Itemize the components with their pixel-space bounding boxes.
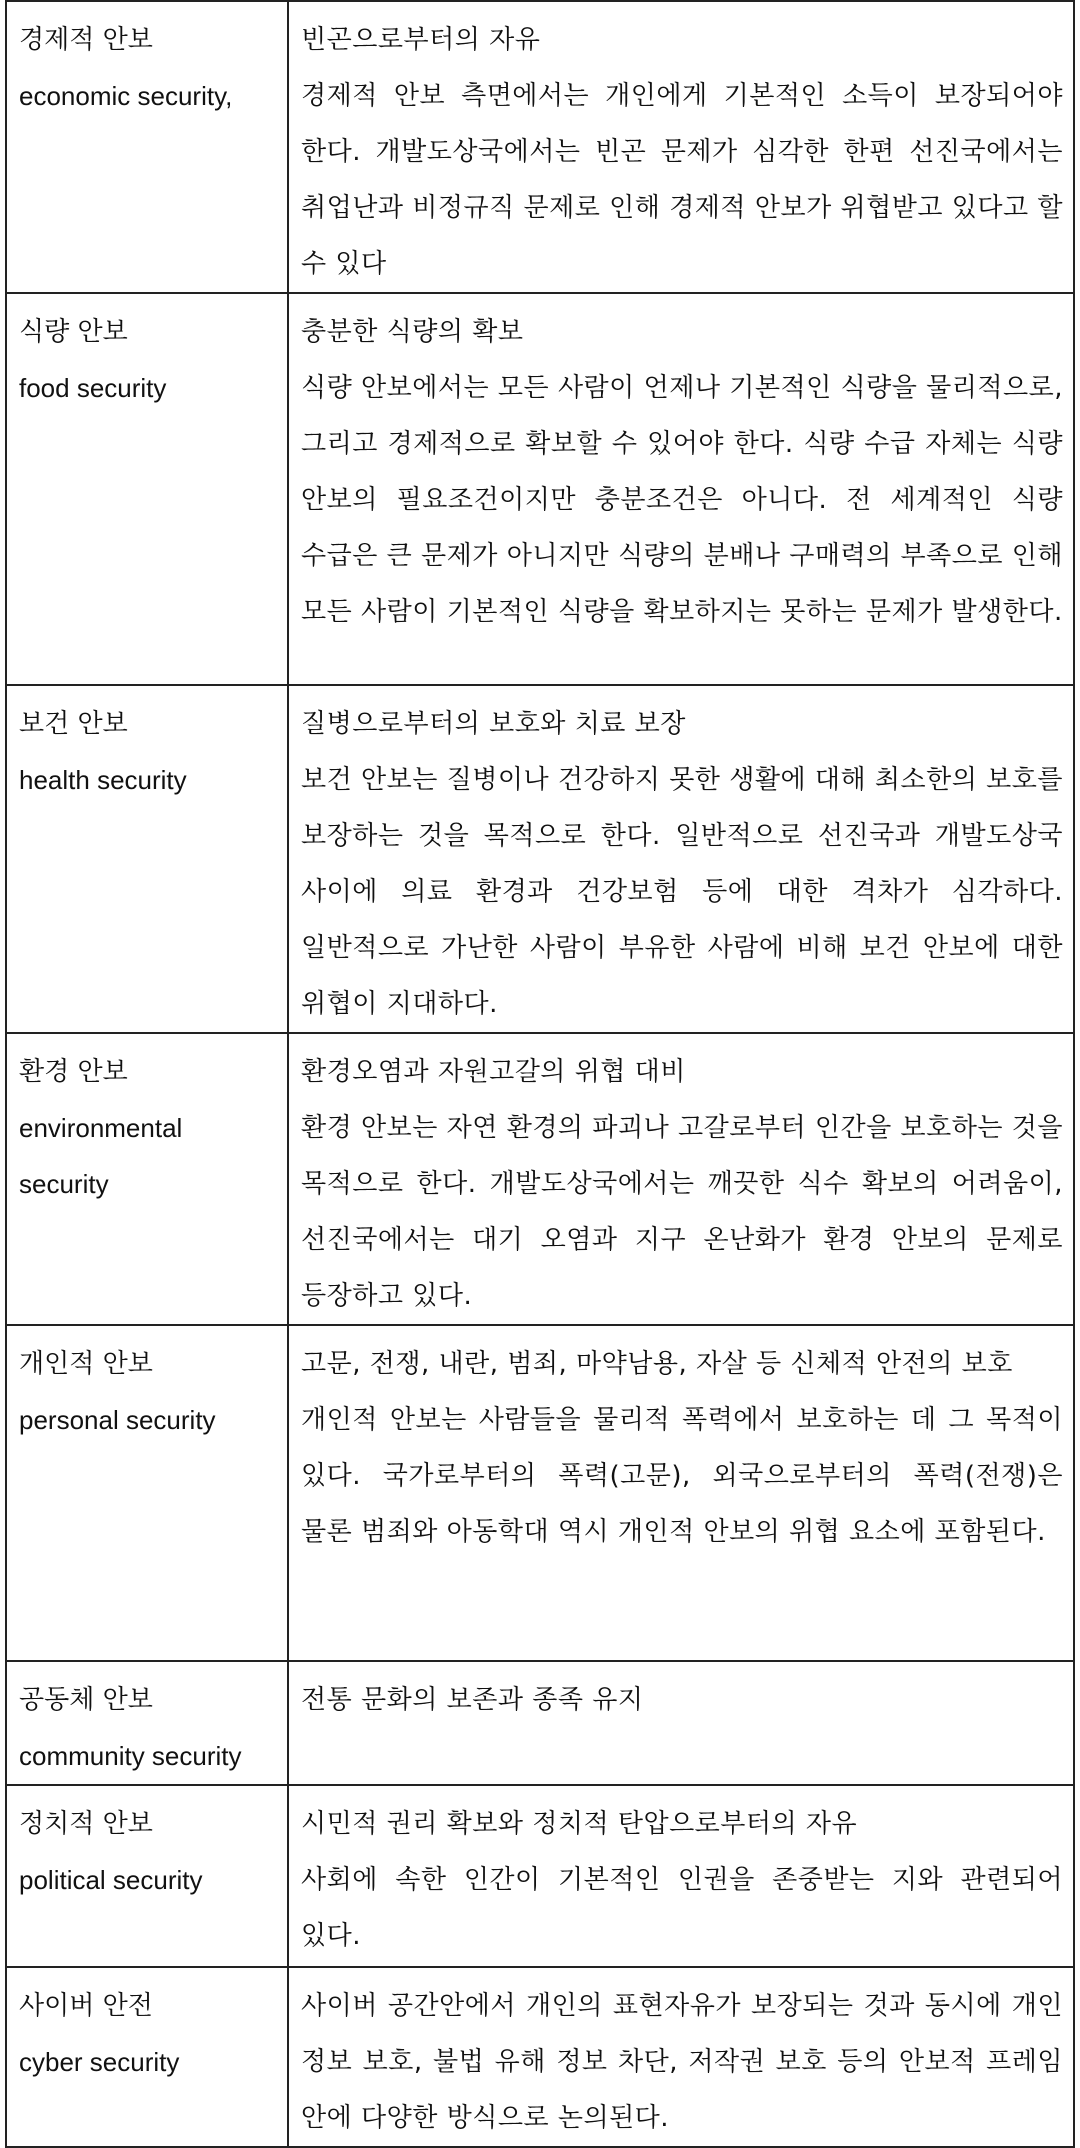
term-korean: 사이버 안전: [19, 1991, 153, 2021]
table-row: [6, 1661, 1074, 1785]
term-korean: 보건 안보: [19, 709, 128, 739]
description-body: 경제적 안보 측면에서는 개인에게 기본적인 소득이 보장되어야 한다. 개발도상국에서는 빈곤 문제가 심각한 한편 선진국에서는 취업난과 비정규직 문제로 인해 경제적 안보가 위협받고 있다고 할 수 있다: [301, 81, 1063, 279]
description-cell: [288, 293, 1074, 685]
term-cell: [6, 1, 288, 293]
description-body: 사이버 공간안에서 개인의 표현자유가 보장되는 것과 동시에 개인 정보 보호, 불법 유해 정보 차단, 저작권 보호 등의 안보적 프레임 안에 다양한 방식으로 논의된다.: [301, 1991, 1063, 2133]
description-cell: [288, 1967, 1074, 2147]
description-heading: 질병으로부터의 보호와 치료 보장: [301, 709, 686, 739]
description-cell: [288, 1033, 1074, 1325]
term-english: community security: [19, 1741, 242, 1771]
description-body: 개인적 안보는 사람들을 물리적 폭력에서 보호하는 데 그 목적이 있다. 국가로부터의 폭력(고문), 외국으로부터의 폭력(전쟁)은 물론 범죄와 아동학대 역시 개인적 안보의 위협 요소에 포함된다.: [301, 1405, 1063, 1547]
description-heading: 전통 문화의 보존과 종족 유지: [301, 1685, 644, 1715]
table-row: [6, 1, 1074, 293]
term-english: cyber security: [19, 2047, 180, 2077]
security-types-table: [5, 0, 1075, 2148]
term-english: food security: [19, 373, 167, 403]
term-korean: 식량 안보: [19, 317, 128, 347]
term-cell: [6, 1033, 288, 1325]
description-heading: 환경오염과 자원고갈의 위협 대비: [301, 1057, 686, 1087]
description-body: 보건 안보는 질병이나 건강하지 못한 생활에 대해 최소한의 보호를 보장하는 것을 목적으로 한다. 일반적으로 선진국과 개발도상국 사이에 의료 환경과 건강보험 등에 대한 격차가 심각하다. 일반적으로 가난한 사람이 부유한 사람에 비해 보건 안보에 대한 위협이 지대하다.: [301, 765, 1063, 1019]
description-heading: 빈곤으로부터의 자유: [301, 25, 541, 55]
description-cell: [288, 1, 1074, 293]
description-cell: [288, 685, 1074, 1033]
term-cell: [6, 685, 288, 1033]
table-row: [6, 293, 1074, 685]
table-row: [6, 1967, 1074, 2147]
description-body: 식량 안보에서는 모든 사람이 언제나 기본적인 식량을 물리적으로, 그리고 경제적으로 확보할 수 있어야 한다. 식량 수급 자체는 식량 안보의 필요조건이지만 충분조건은 아니다. 전 세계적인 식량 수급은 큰 문제가 아니지만 식량의 분배나 구매력의 부족으로 인해 모든 사람이 기본적인 식량을 확보하지는 못하는 문제가 발생한다.: [301, 373, 1063, 627]
description-cell: [288, 1785, 1074, 1967]
term-cell: [6, 1325, 288, 1661]
description-heading: 고문, 전쟁, 내란, 범죄, 마약남용, 자살 등 신체적 안전의 보호: [301, 1349, 1013, 1379]
term-korean: 경제적 안보: [19, 25, 153, 55]
term-english: political security: [19, 1865, 203, 1895]
term-cell: [6, 1661, 288, 1785]
term-korean: 공동체 안보: [19, 1685, 153, 1715]
term-korean: 환경 안보: [19, 1057, 128, 1087]
description-cell: [288, 1325, 1074, 1661]
table-row: [6, 1785, 1074, 1967]
description-cell: [288, 1661, 1074, 1785]
term-korean: 개인적 안보: [19, 1349, 153, 1379]
term-english: economic security,: [19, 81, 233, 111]
description-heading: 충분한 식량의 확보: [301, 317, 524, 347]
description-body: 사회에 속한 인간이 기본적인 인권을 존중받는 지와 관련되어 있다.: [301, 1865, 1063, 1951]
description-body: 환경 안보는 자연 환경의 파괴나 고갈로부터 인간을 보호하는 것을 목적으로 한다. 개발도상국에서는 깨끗한 식수 확보의 어려움이, 선진국에서는 대기 오염과 지구 온난화가 환경 안보의 문제로 등장하고 있다.: [301, 1113, 1063, 1311]
term-english: environmental security: [19, 1113, 183, 1199]
term-english: personal security: [19, 1405, 216, 1435]
term-cell: [6, 1967, 288, 2147]
term-cell: [6, 1785, 288, 1967]
table-row: [6, 1325, 1074, 1661]
description-heading: 시민적 권리 확보와 정치적 탄압으로부터의 자유: [301, 1809, 858, 1839]
term-korean: 정치적 안보: [19, 1809, 153, 1839]
term-cell: [6, 293, 288, 685]
table-row: [6, 685, 1074, 1033]
term-english: health security: [19, 765, 187, 795]
table-row: [6, 1033, 1074, 1325]
